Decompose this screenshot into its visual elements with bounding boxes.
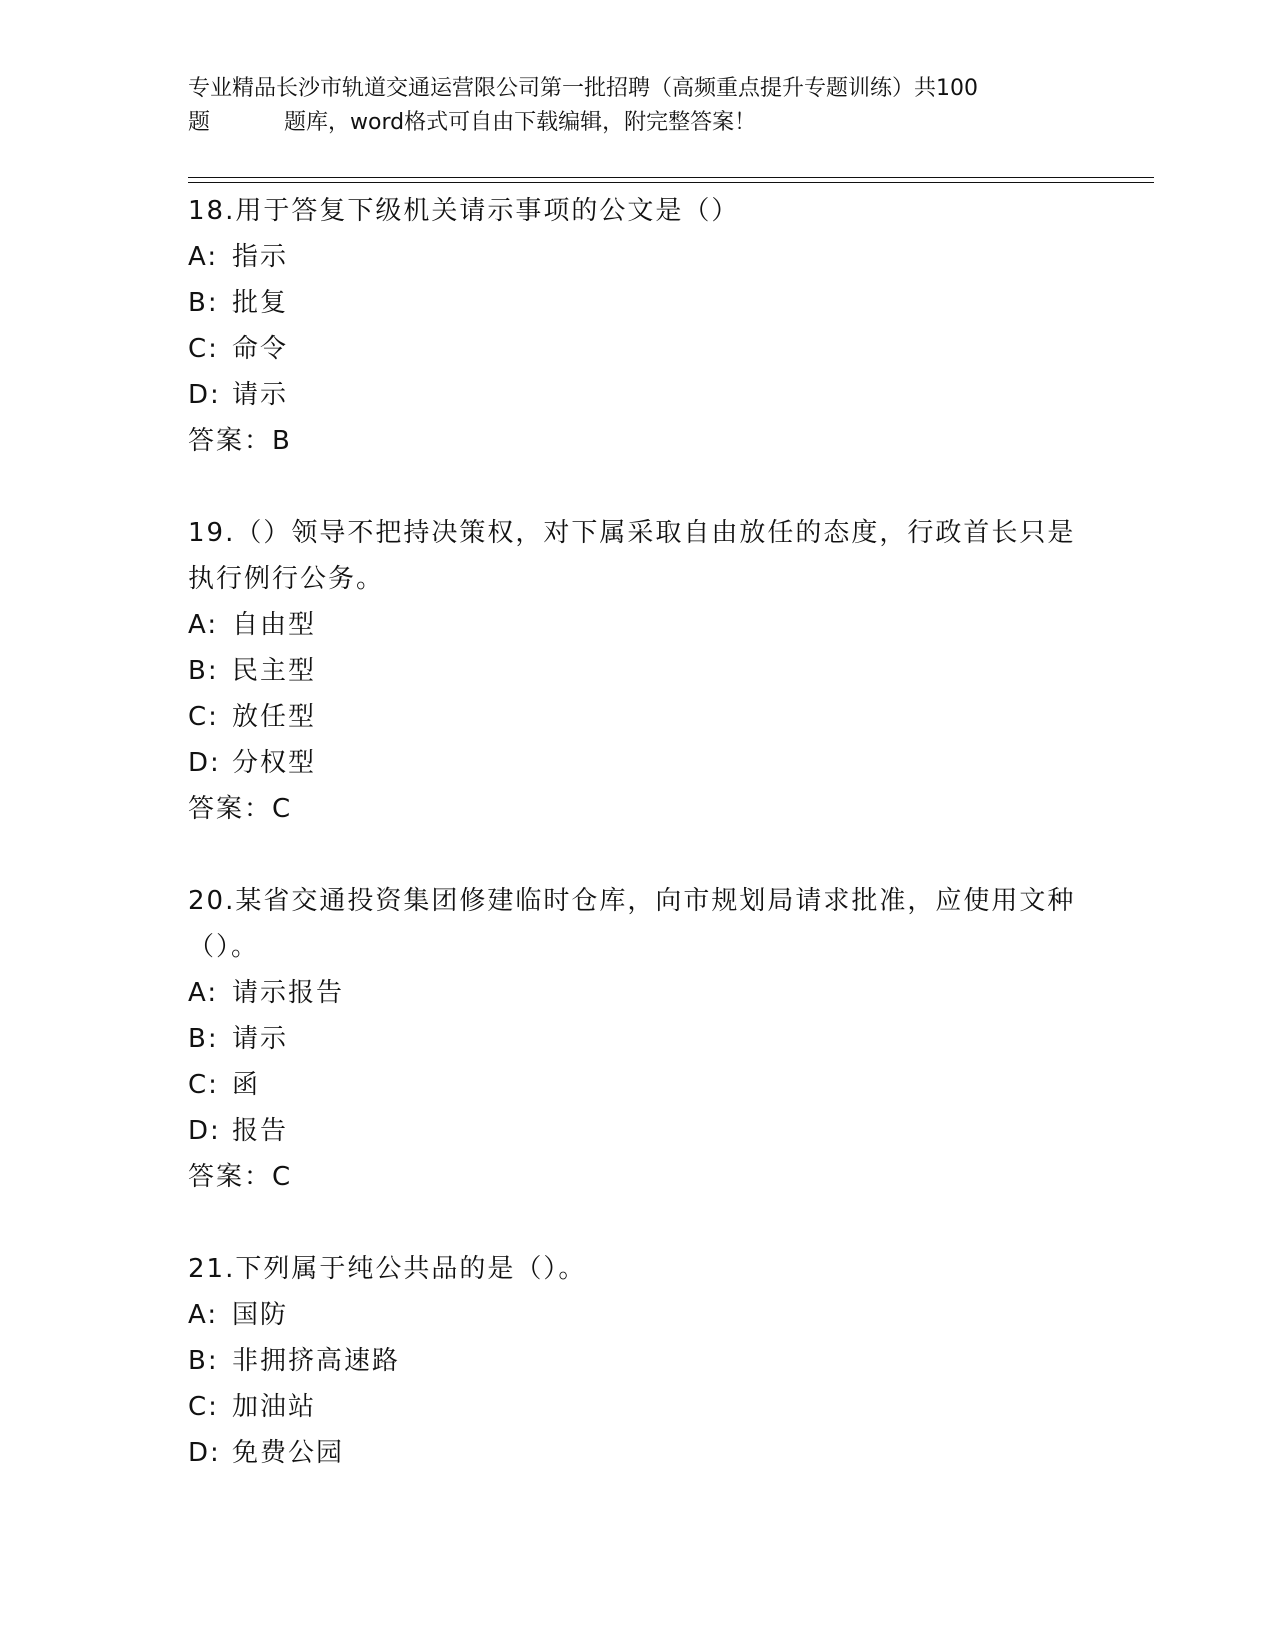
question-stem: 20.某省交通投资集团修建临时仓库，向市规划局请求批准，应使用文种（）。 (188, 886, 1076, 962)
question-stem: 21.下列属于纯公共品的是（）。 (188, 1254, 587, 1284)
option-c (188, 326, 1088, 372)
option-text: 请示 (232, 380, 289, 410)
option-key: A: (188, 610, 219, 640)
option-text: 命令 (232, 334, 289, 364)
header-title-line1: 专业精品长沙市轨道交通运营限公司第一批招聘（高频重点提升专题训练）共100 (188, 76, 978, 101)
header-divider-top (188, 177, 1154, 178)
option-d (188, 1430, 1088, 1476)
option-c (188, 694, 1088, 740)
option-key: C: (188, 1392, 219, 1422)
option-a (188, 1292, 1088, 1338)
option-d (188, 740, 1088, 786)
option-b (188, 1016, 1088, 1062)
option-text: 免费公园 (232, 1438, 345, 1468)
option-b (188, 280, 1088, 326)
document-header (188, 72, 1088, 140)
question-list (188, 188, 1088, 1522)
option-text: 函 (232, 1070, 261, 1100)
option-d (188, 1108, 1088, 1154)
option-text: 请示 (232, 1024, 289, 1054)
option-b (188, 648, 1088, 694)
option-key: A: (188, 1300, 219, 1330)
option-key: C: (188, 334, 219, 364)
header-title-line2-part2: 题库，word格式可自由下载编辑，附完整答案！ (284, 110, 757, 135)
option-key: B: (188, 1024, 219, 1054)
question-21 (188, 1246, 1088, 1476)
option-key: D: (188, 748, 221, 778)
option-text: 请示报告 (232, 978, 345, 1008)
option-text: 分权型 (232, 748, 317, 778)
option-key: B: (188, 656, 219, 686)
option-text: 放任型 (232, 702, 317, 732)
answer-line: 答案：C (188, 1162, 293, 1192)
option-key: C: (188, 1070, 219, 1100)
option-text: 批复 (232, 288, 289, 318)
option-key: A: (188, 978, 219, 1008)
option-key: B: (188, 1346, 219, 1376)
option-key: A: (188, 242, 219, 272)
question-19 (188, 510, 1088, 832)
answer-line: 答案：B (188, 426, 292, 456)
option-key: C: (188, 702, 219, 732)
question-20 (188, 878, 1088, 1200)
question-18 (188, 188, 1088, 464)
header-title-line2 (188, 106, 1088, 140)
option-a (188, 602, 1088, 648)
option-c (188, 1062, 1088, 1108)
option-text: 非拥挤高速路 (232, 1346, 401, 1376)
option-text: 国防 (232, 1300, 289, 1330)
option-text: 自由型 (232, 610, 317, 640)
option-d (188, 372, 1088, 418)
option-key: B: (188, 288, 219, 318)
option-text: 加油站 (232, 1392, 317, 1422)
option-a (188, 234, 1088, 280)
header-divider-bottom (188, 182, 1154, 183)
question-stem: 19.（）领导不把持决策权，对下属采取自由放任的态度，行政首长只是执行例行公务。 (188, 518, 1076, 594)
option-key: D: (188, 380, 221, 410)
option-b (188, 1338, 1088, 1384)
option-c (188, 1384, 1088, 1430)
option-text: 民主型 (232, 656, 317, 686)
option-key: D: (188, 1116, 221, 1146)
header-title-line2-part1: 题 (188, 110, 211, 135)
option-text: 指示 (232, 242, 289, 272)
option-a (188, 970, 1088, 1016)
option-text: 报告 (232, 1116, 289, 1146)
question-stem: 18.用于答复下级机关请示事项的公文是（） (188, 196, 740, 226)
answer-line: 答案：C (188, 794, 293, 824)
option-key: D: (188, 1438, 221, 1468)
